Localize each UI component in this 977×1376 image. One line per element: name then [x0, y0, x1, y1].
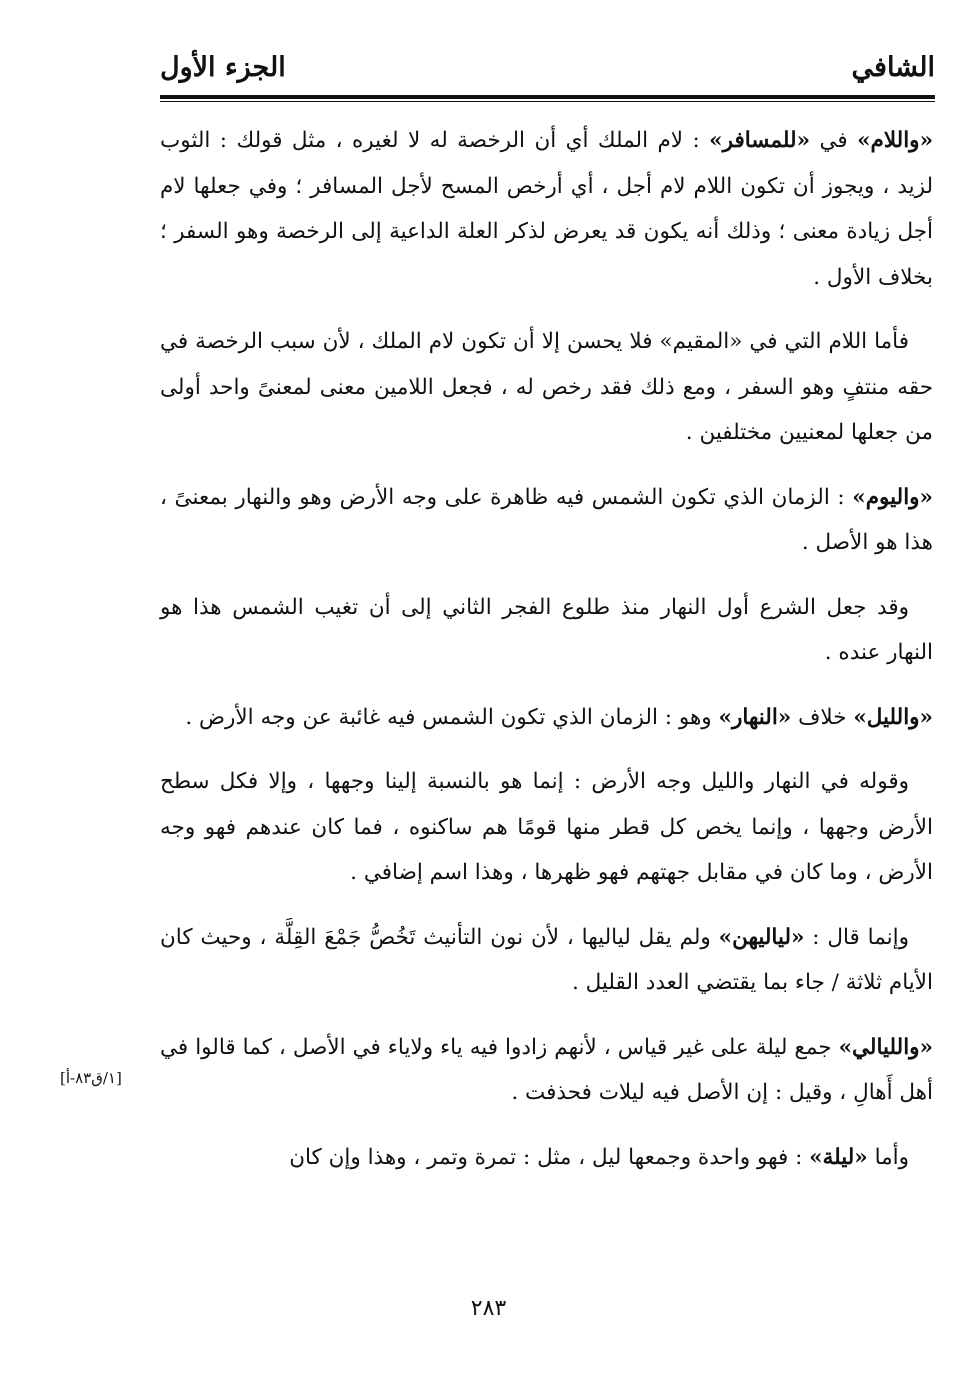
paragraph: «والليالي» جمع ليلة على غير قياس ، لأنهم زادوا فيه ياء ولاياء في الأصل ، كما قالوا في أهل أَهالِ ، وقيل : إن الأصل فيه ليلات فحذفت .	[160, 1034, 933, 1105]
term: «لياليهن»	[718, 924, 805, 950]
paragraph: «والليل» خلاف «النهار» وهو : الزمان الذي تكون الشمس فيه غائبة عن وجه الأرض .	[185, 704, 933, 730]
header-rule	[160, 95, 935, 99]
running-header	[160, 52, 935, 98]
book-title: الشافي	[851, 52, 935, 83]
paragraph: وإنما قال : «لياليهن» ولم يقل لياليها ، لأن نون التأنيث تَخُصُّ جَمْعَ القِلَّة ، وحيث كان الأيام ثلاثة / جاء بما يقتضي العدد القليل .	[160, 924, 933, 995]
term: «النهار»	[718, 704, 792, 730]
term: «واليوم»	[852, 484, 933, 510]
manuscript-folio-marker: [١/ق٨٣-أ]	[60, 1069, 122, 1087]
main-text	[160, 118, 933, 1199]
paragraph: وأما «ليلة» : فهو واحدة وجمعها ليل ، مثل : تمرة وتمر ، وهذا وإن كان	[289, 1144, 909, 1170]
paragraph: «واليوم» : الزمان الذي تكون الشمس فيه ظاهرة على وجه الأرض وهو والنهار بمعنىً ، هذا هو الأصل .	[160, 484, 933, 555]
paragraph: «واللام» في «للمسافر» : لام الملك أي أن الرخصة له لا لغيره ، مثل قولك : الثوب لزيد ، ويجوز أن تكون اللام لام أجل ، أي أرخص المسح لأجل المسافر ؛ وفي جعلها لام أجل زيادة معنى ؛ وذلك أنه يكون قد يعرض لذكر العلة الداعية إلى الرخصة وهو السفر ؛ بخلاف الأول .	[160, 128, 933, 290]
term: «والليل»	[853, 704, 933, 730]
term: «والليالي»	[838, 1034, 933, 1060]
header-rule-thin	[160, 101, 935, 102]
term: «واللام»	[857, 128, 933, 153]
page-number: ٢٨٣	[470, 1296, 507, 1321]
part-title: الجزء الأول	[160, 52, 286, 83]
paragraph: وقد جعل الشرع أول النهار منذ طلوع الفجر الثاني إلى أن تغيب الشمس هذا هو النهار عنده .	[160, 594, 933, 665]
paragraph: وقوله في النهار والليل وجه الأرض : إنما هو بالنسبة إلينا وجهها ، وإلا فكل سطح الأرض وجهها ، وإنما يخص كل قطر منها قومًا هم ساكنوه ، فما كان عندهم فهو وجه الأرض ، وما كان في مقابل جهتهم فهو ظهرها ، وهذا اسم إضافي .	[160, 769, 933, 885]
paragraph: فأما اللام التي في «المقيم» فلا يحسن إلا أن تكون لام الملك ، لأن سبب الرخصة في حقه منتفٍ وهو السفر ، ومع ذلك فقد رخص له ، فجعل اللامين معنى لمعنىً واحد أولى من جعلها لمعنيين مختلفين .	[160, 329, 933, 445]
term: «ليلة»	[809, 1144, 868, 1170]
term: «للمسافر»	[709, 128, 811, 153]
